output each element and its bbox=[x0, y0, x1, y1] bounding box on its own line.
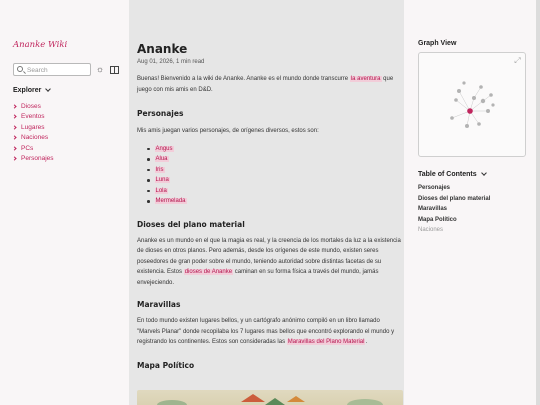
link-dioses-de-ananke[interactable]: dioses de Ananke bbox=[184, 269, 233, 275]
explorer-item-dioses[interactable]: Dioses bbox=[13, 101, 54, 112]
left-sidebar bbox=[0, 0, 129, 405]
graph-node bbox=[477, 122, 481, 126]
link-alua[interactable]: Alua bbox=[155, 156, 168, 163]
graph-node bbox=[454, 98, 458, 102]
chevron-right-icon bbox=[12, 146, 16, 150]
toc-title: Table of Contents bbox=[418, 170, 477, 178]
graph-node bbox=[479, 85, 483, 89]
personajes-paragraph: Mis amis juegan varios personajes, de orígenes diversos, estos son: bbox=[137, 128, 319, 134]
list-item bbox=[147, 144, 401, 155]
list-item bbox=[147, 196, 401, 207]
heading-maravillas: Maravillas bbox=[137, 300, 181, 309]
chevron-down-icon bbox=[481, 170, 487, 176]
list-item bbox=[147, 165, 401, 176]
link-lola[interactable]: Lola bbox=[155, 187, 167, 194]
graph-node bbox=[457, 89, 461, 93]
explorer-toggle[interactable] bbox=[13, 85, 50, 95]
explorer-item-eventos[interactable]: Eventos bbox=[13, 112, 54, 123]
toc-item-naciones[interactable]: Naciones bbox=[418, 227, 444, 234]
chevron-right-icon bbox=[12, 104, 16, 108]
link-angus[interactable]: Angus bbox=[155, 145, 173, 152]
chevron-down-icon bbox=[46, 86, 52, 92]
graph-node bbox=[489, 93, 493, 97]
toc-list bbox=[418, 183, 490, 236]
link-mermelada[interactable]: Mermelada bbox=[155, 198, 186, 205]
explorer-title: Explorer bbox=[13, 86, 42, 94]
explorer-item-pcs[interactable]: PCs bbox=[13, 143, 54, 154]
graph-svg bbox=[419, 53, 527, 158]
graph-node bbox=[462, 81, 465, 84]
chevron-right-icon bbox=[12, 157, 16, 161]
graph-node bbox=[491, 103, 494, 106]
article bbox=[137, 42, 401, 370]
dioses-paragraph: Ananke es un mundo en el que la magia es real, y la creencia de los mortales da luz a la existencia de dioses en otros planos. Pero además, desde los orígenes de este mundo, existen seres poseedores de gran poder sobre el mundo, teniendo autoridad sobre distintas facetas de su existencia. Estos dioses de Ananke caminan en su forma física a través del mundo, jamás envejeciendo. bbox=[137, 237, 401, 286]
political-map-image bbox=[137, 390, 403, 405]
toc-item-maravillas[interactable]: Maravillas bbox=[418, 206, 448, 213]
link-luna[interactable]: Luna bbox=[155, 177, 169, 184]
graph-node bbox=[481, 99, 485, 103]
page-meta: Aug 01, 2026, 1 min read bbox=[137, 59, 205, 65]
explorer-list bbox=[13, 101, 54, 164]
heading-mapa-politico: Mapa Político bbox=[137, 360, 195, 370]
search-icon bbox=[17, 66, 23, 72]
intro-paragraph: Buenas! Bienvenido a la wiki de Ananke. Ananke es el mundo donde transcurre la aventura que juego con mis amis en D&D. bbox=[137, 76, 394, 93]
list-item bbox=[147, 154, 401, 165]
sun-icon[interactable]: ☼ bbox=[95, 64, 105, 74]
reader-mode-icon[interactable] bbox=[109, 64, 119, 74]
explorer-item-lugares[interactable]: Lugares bbox=[13, 122, 54, 133]
site-title[interactable]: Ananke Wiki bbox=[13, 40, 68, 50]
toc-item-personajes[interactable]: Personajes bbox=[418, 185, 451, 192]
search-box[interactable] bbox=[13, 63, 91, 76]
link-maravillas[interactable]: Maravillas del Plano Material bbox=[287, 339, 365, 345]
link-iris[interactable]: Iris bbox=[155, 166, 164, 173]
toc-toggle[interactable] bbox=[418, 169, 486, 179]
search-input[interactable] bbox=[27, 65, 87, 75]
character-list bbox=[147, 144, 401, 207]
toc-item-dioses[interactable]: Dioses del plano material bbox=[418, 195, 491, 202]
link-la-aventura[interactable]: la aventura bbox=[350, 76, 381, 82]
maravillas-paragraph: En todo mundo existen lugares bellos, y un cartógrafo anónimo compiló en un libro llamado "Marvels Planar" donde recopilaba los 7 lugares mas bellos que encontró explorando el mundo y registrando los continentes. Estos son consideradas las Maravillas del Plano Material. bbox=[137, 318, 395, 345]
graph-view[interactable] bbox=[418, 52, 526, 157]
chevron-right-icon bbox=[12, 136, 16, 140]
heading-personajes: Personajes bbox=[137, 109, 184, 118]
graph-node bbox=[486, 109, 490, 113]
scrollbar[interactable] bbox=[536, 0, 540, 405]
explorer-item-naciones[interactable]: Naciones bbox=[13, 133, 54, 144]
page-title: Ananke bbox=[137, 42, 188, 56]
graph-node bbox=[465, 124, 469, 128]
list-item bbox=[147, 186, 401, 197]
graph-node bbox=[472, 96, 476, 100]
graph-view-title: Graph View bbox=[418, 40, 457, 47]
toc-item-mapa-politico[interactable]: Mapa Político bbox=[418, 216, 457, 223]
graph-node bbox=[450, 116, 454, 120]
list-item bbox=[147, 175, 401, 186]
expand-icon[interactable]: ⤢ bbox=[514, 56, 521, 65]
main-content bbox=[129, 0, 404, 405]
right-sidebar bbox=[404, 0, 540, 405]
graph-current-node bbox=[467, 108, 473, 114]
heading-dioses: Dioses del plano material bbox=[137, 219, 245, 229]
chevron-right-icon bbox=[12, 125, 16, 129]
chevron-right-icon bbox=[12, 115, 16, 119]
explorer-item-personajes[interactable]: Personajes bbox=[13, 154, 54, 165]
